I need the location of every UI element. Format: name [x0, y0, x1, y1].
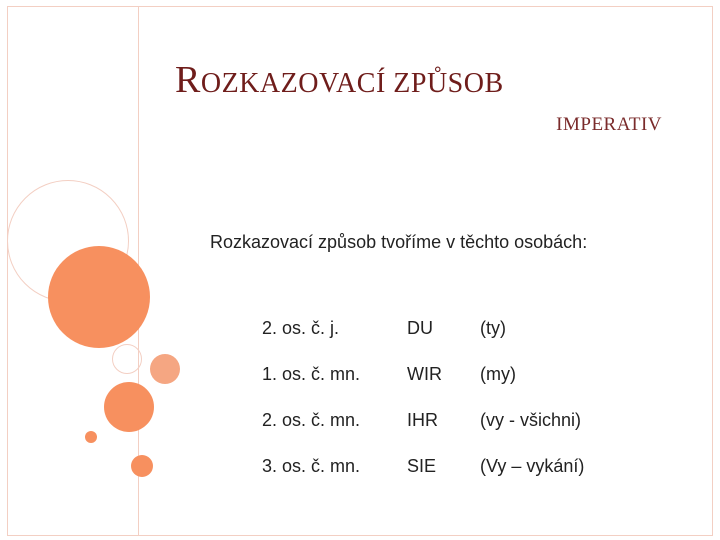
decorative-circle-large	[48, 246, 150, 348]
note-cell: (my)	[480, 363, 516, 384]
decorative-circle-small	[131, 455, 153, 477]
decorative-outline-circle-small	[112, 344, 142, 374]
pronoun-cell: IHR	[407, 409, 438, 430]
slide-title-initial: R	[175, 59, 201, 101]
person-cell: 1. os. č. mn.	[262, 363, 361, 384]
note-cell: (vy - všichni)	[480, 409, 582, 430]
decorative-circle-medium	[104, 382, 154, 432]
pronoun-cell: SIE	[407, 455, 437, 476]
person-cell: 2. os. č. j.	[262, 317, 340, 338]
slide-title-rest: OZKAZOVACÍ ZPŮSOB	[200, 68, 504, 99]
person-cell: 2. os. č. mn.	[262, 409, 361, 430]
note-cell: (ty)	[480, 317, 506, 338]
table-row	[262, 305, 620, 351]
slide-subtitle: IMPERATIV	[556, 114, 662, 135]
decorative-circle-dot	[85, 431, 97, 443]
slide-title	[175, 58, 504, 102]
table-row	[262, 351, 620, 397]
person-table	[262, 305, 620, 489]
table-row	[262, 397, 620, 443]
intro-text: Rozkazovací způsob tvoříme v těchto osobách:	[210, 232, 588, 252]
table-row	[262, 443, 620, 489]
person-cell: 3. os. č. mn.	[262, 455, 361, 476]
decorative-circle-light	[150, 354, 180, 384]
pronoun-cell: WIR	[407, 363, 442, 384]
pronoun-cell: DU	[407, 317, 433, 338]
note-cell: (Vy – vykání)	[480, 455, 585, 476]
